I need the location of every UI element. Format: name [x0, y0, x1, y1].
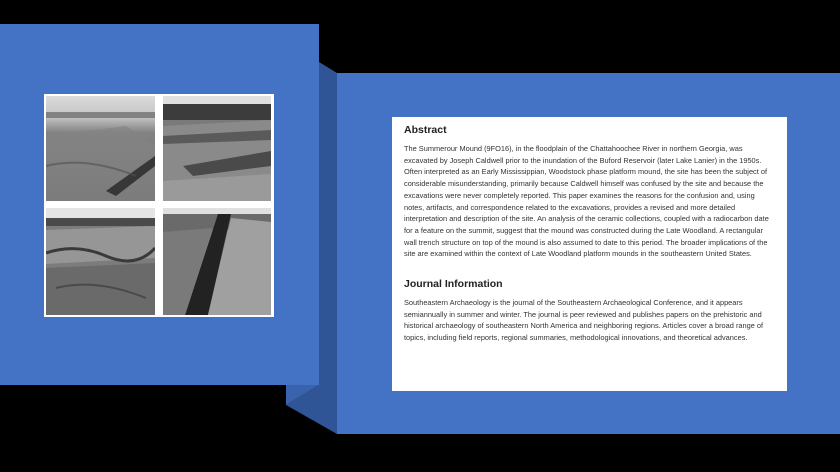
excavation-photo-4 — [163, 208, 271, 315]
abstract-heading: Abstract — [404, 124, 447, 136]
excavation-photo-2 — [163, 96, 271, 201]
journal-information-heading: Journal Information — [404, 278, 503, 291]
abstract-text: The Summerour Mound (9FO16), in the floodplain of the Chattahoochee River in northern Georgia, was excavated by Joseph Caldwell prior to the inundation of the Buford Reservoir (later Lake Lanier) in the 1950s. Often interpreted as an Early Mississippian, Woodstock phase platform mound, the site has been the subject of considerable misunderstanding, primarily because Caldwell himself was confused by the site and because the excavations were never completely reported. This paper examines the reasons for the confusion and, using notes, artifacts, and correspondence related to the excavations, provides a revised and more detailed interpretation and description of the site. An analysis of the ceramic collections, coupled with a radiocarbon date for a feature on the summit, suggest that the mound was constructed during the Late Woodland. A rectangular wall trench structure on top of the mound is also assumed to date to this period. The broader implications of the site are examined within the context of Late Woodland platform mounds in the southeastern United States. — [404, 144, 769, 259]
excavation-photo-3 — [46, 208, 155, 315]
excavation-photo-1 — [46, 96, 155, 201]
excavation-photo-grid — [44, 94, 274, 317]
text-box — [392, 117, 787, 391]
journal-information-text: Southeastern Archaeology is the journal of the Southeastern Archaeological Conference, and it appears semiannually in summer and winter. The journal is peer reviewed and publishes papers on the prehistoric and historical archaeology of southeastern North America and neighboring regions. Articles cover a broad range of topics, including field reports, regional summaries, methodological innovations, and theoretical advances. — [404, 298, 764, 343]
